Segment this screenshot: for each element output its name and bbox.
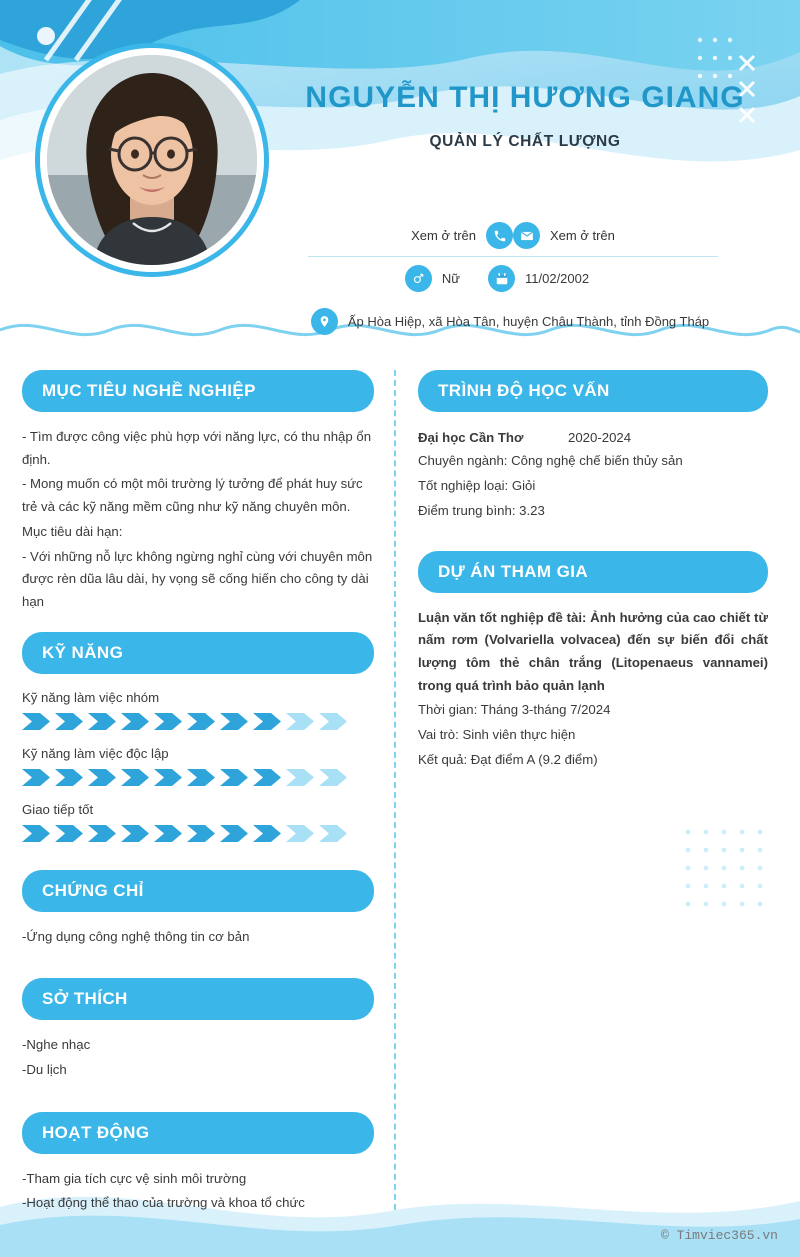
certificate-line-1: -Ứng dụng công nghệ thông tin cơ bản: [22, 928, 250, 944]
activity-line-2: -Hoạt động thể thao của trường và khoa tổ chức: [22, 1195, 305, 1211]
objective-line-4: - Với những nỗ lực không ngừng nghỉ cùng với chuyên môn được rèn dũa lâu dài, hy vọng sẽ cống hiến cho công ty dài hạn: [22, 548, 373, 609]
arrow-empty: [286, 769, 314, 786]
arrow-filled: [22, 825, 50, 842]
skill-rating: [22, 713, 374, 730]
location-pin-icon: [311, 308, 338, 335]
education-line-2: Tốt nghiệp loại: Giỏi: [418, 478, 536, 494]
gender-info: [288, 265, 488, 292]
phone-value: Xem ở trên: [411, 228, 476, 243]
avatar-illustration: [47, 55, 257, 265]
arrow-filled: [55, 713, 83, 730]
dob-info: [488, 265, 728, 292]
hobby-line-1: -Nghe nhạc: [22, 1037, 91, 1053]
arrow-filled: [253, 713, 281, 730]
skill-item: [22, 690, 374, 730]
arrow-empty: [286, 825, 314, 842]
arrow-filled: [220, 825, 248, 842]
arrow-empty: [319, 713, 347, 730]
section-title-hobbies: SỞ THÍCH: [22, 978, 374, 1020]
address-value: Ấp Hòa Hiệp, xã Hòa Tân, huyện Châu Thành, tỉnh Đồng Tháp: [347, 314, 710, 329]
right-column: [396, 352, 768, 1217]
arrow-filled: [253, 769, 281, 786]
project-line-1: Thời gian: Tháng 3-tháng 7/2024: [418, 702, 611, 718]
dob-value: 11/02/2002: [525, 271, 590, 286]
objective-line-3: Mục tiêu dài hạn:: [22, 523, 123, 539]
email-contact[interactable]: [513, 222, 718, 257]
arrow-filled: [22, 769, 50, 786]
project-line-2: Vai trò: Sinh viên thực hiện: [418, 727, 576, 743]
section-title-objective: MỤC TIÊU NGHỀ NGHIỆP: [22, 370, 374, 412]
education-school: Đại học Cần Thơ: [418, 430, 524, 445]
activity-line-1: -Tham gia tích cực vệ sinh môi trường: [22, 1170, 247, 1186]
section-title-certificates: CHỨNG CHỈ: [22, 870, 374, 912]
project-headline: Luận văn tốt nghiệp đề tài: Ảnh hưởng của cao chiết từ nấm rơm (Volvariella volvacea) đến sự biến đổi chất lượng tôm thẻ chân trắng (Litopenaeus vannamei) trong quá trình bảo quản lạnh: [418, 609, 768, 693]
education-years: 2020-2024: [568, 430, 632, 445]
arrow-filled: [88, 825, 116, 842]
education-line-3: Điểm trung bình: 3.23: [418, 502, 545, 518]
arrow-filled: [253, 825, 281, 842]
objective-line-2: - Mong muốn có một môi trường lý tưởng để phát huy sức trẻ và các kỹ năng mềm cũng như kỹ năng chuyên môn.: [22, 476, 363, 515]
avatar-photo: [47, 55, 257, 265]
arrow-filled: [154, 713, 182, 730]
skill-rating: [22, 825, 374, 842]
education-entry: [418, 426, 768, 450]
arrow-filled: [154, 825, 182, 842]
arrow-filled: [88, 713, 116, 730]
objective-line-1: - Tìm được công việc phù hợp với năng lực, có thu nhập ổn định.: [22, 429, 372, 467]
cv-columns: [22, 352, 778, 1217]
skill-item: [22, 746, 374, 786]
arrow-filled: [220, 713, 248, 730]
project-line-3: Kết quả: Đạt điểm A (9.2 điểm): [418, 751, 598, 767]
contact-row: [288, 222, 738, 257]
arrow-empty: [319, 769, 347, 786]
cv-header: [0, 0, 800, 352]
hobby-line-2: -Du lịch: [22, 1062, 67, 1078]
phone-icon: [486, 222, 513, 249]
left-column: [22, 352, 394, 1217]
section-title-activities: HOẠT ĐỘNG: [22, 1112, 374, 1154]
skill-item: [22, 802, 374, 842]
arrow-empty: [319, 825, 347, 842]
arrow-filled: [187, 769, 215, 786]
arrow-filled: [187, 825, 215, 842]
name-block: [290, 78, 760, 151]
arrow-filled: [55, 769, 83, 786]
calendar-icon: [488, 265, 515, 292]
skill-rating: [22, 769, 374, 786]
avatar: [40, 48, 264, 272]
arrow-filled: [22, 713, 50, 730]
personal-info-row: [288, 265, 748, 292]
skill-name: Kỹ năng làm việc độc lập: [22, 745, 169, 761]
arrow-filled: [121, 713, 149, 730]
skill-name: Kỹ năng làm việc nhóm: [22, 689, 160, 705]
section-title-projects: DỰ ÁN THAM GIA: [418, 551, 768, 593]
gender-value: Nữ: [441, 271, 460, 286]
envelope-icon: [513, 222, 540, 249]
section-title-skills: KỸ NĂNG: [22, 632, 374, 674]
page-title: NGUYỄN THỊ HƯƠNG GIANG: [305, 81, 745, 114]
arrow-empty: [286, 713, 314, 730]
arrow-filled: [154, 769, 182, 786]
arrow-filled: [220, 769, 248, 786]
arrow-filled: [121, 769, 149, 786]
email-value: Xem ở trên: [550, 228, 615, 243]
job-title: QUẢN LÝ CHẤT LƯỢNG: [429, 132, 621, 150]
education-line-1: Chuyên ngành: Công nghệ chế biến thủy sản: [418, 453, 683, 469]
address-info: [240, 308, 780, 335]
gender-icon: [405, 265, 432, 292]
credit-text: © Timviec365.vn: [660, 1228, 778, 1243]
arrow-filled: [121, 825, 149, 842]
arrow-filled: [187, 713, 215, 730]
skill-name: Giao tiếp tốt: [22, 801, 94, 817]
cv-body: [0, 352, 800, 1232]
arrow-filled: [55, 825, 83, 842]
section-title-education: TRÌNH ĐỘ HỌC VẤN: [418, 370, 768, 412]
phone-contact[interactable]: [308, 222, 513, 257]
arrow-filled: [88, 769, 116, 786]
